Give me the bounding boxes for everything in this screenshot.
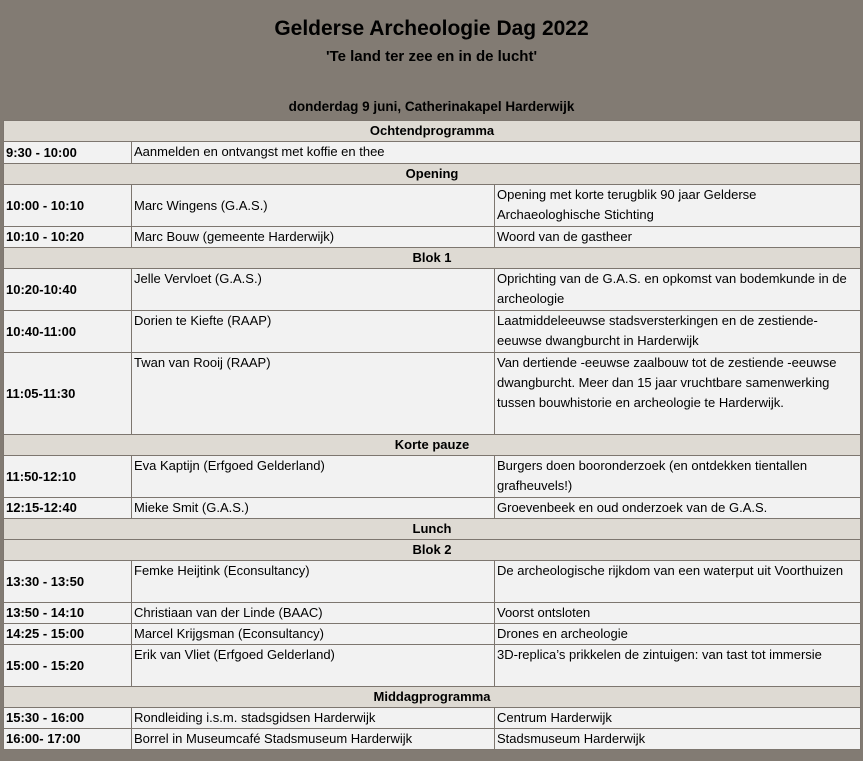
speaker-cell: Eva Kaptijn (Erfgoed Gelderland): [132, 456, 495, 498]
topic-cell: Voorst ontsloten: [495, 603, 861, 624]
speaker-cell: Marc Wingens (G.A.S.): [132, 185, 495, 227]
table-row: [4, 708, 861, 729]
section-header: Blok 1: [4, 248, 861, 269]
section-header: Ochtendprogramma: [4, 121, 861, 142]
section-row: [4, 687, 861, 708]
time-cell: 13:50 - 14:10: [4, 603, 132, 624]
table-row: [4, 624, 861, 645]
table-row: [4, 269, 861, 311]
time-cell: 16:00- 17:00: [4, 729, 132, 750]
speaker-cell: Erik van Vliet (Erfgoed Gelderland): [132, 645, 495, 687]
section-header: Blok 2: [4, 540, 861, 561]
speaker-cell: Dorien te Kiefte (RAAP): [132, 311, 495, 353]
topic-cell: Stadsmuseum Harderwijk: [495, 729, 861, 750]
time-cell: 15:00 - 15:20: [4, 645, 132, 687]
time-cell: 15:30 - 16:00: [4, 708, 132, 729]
topic-cell: Burgers doen booronderzoek (en ontdekken tientallen grafheuvels!): [495, 456, 861, 498]
time-cell: 10:10 - 10:20: [4, 227, 132, 248]
speaker-cell: Rondleiding i.s.m. stadsgidsen Harderwijk: [132, 708, 495, 729]
section-header: Middagprogramma: [4, 687, 861, 708]
table-row: [4, 311, 861, 353]
speaker-cell: Borrel in Museumcafé Stadsmuseum Harderwijk: [132, 729, 495, 750]
section-row: [4, 540, 861, 561]
speaker-cell: Femke Heijtink (Econsultancy): [132, 561, 495, 603]
section-header: Korte pauze: [4, 435, 861, 456]
time-cell: 11:50-12:10: [4, 456, 132, 498]
time-cell: 9:30 - 10:00: [4, 142, 132, 164]
topic-cell: 3D-replica’s prikkelen de zintuigen: van tast tot immersie: [495, 645, 861, 687]
section-header: Lunch: [4, 519, 861, 540]
section-row: [4, 435, 861, 456]
topic-cell: Laatmiddeleeuwse stadsversterkingen en de zestiende-eeuwse dwangburcht in Harderwijk: [495, 311, 861, 353]
time-cell: 10:00 - 10:10: [4, 185, 132, 227]
table-row: [4, 353, 861, 435]
topic-cell: Oprichting van de G.A.S. en opkomst van bodemkunde in de archeologie: [495, 269, 861, 311]
time-cell: 10:40-11:00: [4, 311, 132, 353]
topic-cell: Groevenbeek en oud onderzoek van de G.A.S.: [495, 498, 861, 519]
topic-cell: Van dertiende -eeuwse zaalbouw tot de zestiende -eeuwse dwangburcht. Meer dan 15 jaar vruchtbare samenwerking tussen bouwhistorie en archeologie te Harderwijk.: [495, 353, 861, 435]
speaker-cell: Christiaan van der Linde (BAAC): [132, 603, 495, 624]
section-header: Opening: [4, 164, 861, 185]
table-row: [4, 227, 861, 248]
table-row: [4, 645, 861, 687]
table-row: [4, 185, 861, 227]
table-row: [4, 456, 861, 498]
topic-cell: Opening met korte terugblik 90 jaar Gelderse Archaeologhische Stichting: [495, 185, 861, 227]
activity-cell: Aanmelden en ontvangst met koffie en thee: [132, 142, 861, 164]
speaker-cell: Jelle Vervloet (G.A.S.): [132, 269, 495, 311]
speaker-cell: Marcel Krijgsman (Econsultancy): [132, 624, 495, 645]
page-title: Gelderse Archeologie Dag 2022: [274, 17, 589, 40]
section-row: [4, 121, 861, 142]
event-dateline: donderdag 9 juni, Catherinakapel Harderwijk: [288, 99, 575, 114]
topic-cell: Woord van de gastheer: [495, 227, 861, 248]
section-row: [4, 519, 861, 540]
table-row: [4, 498, 861, 519]
table-row: [4, 561, 861, 603]
time-cell: 11:05-11:30: [4, 353, 132, 435]
speaker-cell: Mieke Smit (G.A.S.): [132, 498, 495, 519]
schedule-table: [3, 120, 861, 750]
time-cell: 14:25 - 15:00: [4, 624, 132, 645]
table-row: [4, 603, 861, 624]
topic-cell: Centrum Harderwijk: [495, 708, 861, 729]
speaker-cell: Marc Bouw (gemeente Harderwijk): [132, 227, 495, 248]
time-cell: 10:20-10:40: [4, 269, 132, 311]
time-cell: 13:30 - 13:50: [4, 561, 132, 603]
table-row: [4, 142, 861, 164]
table-row: [4, 729, 861, 750]
topic-cell: De archeologische rijkdom van een waterput uit Voorthuizen: [495, 561, 861, 603]
section-row: [4, 248, 861, 269]
speaker-cell: Twan van Rooij (RAAP): [132, 353, 495, 435]
topic-cell: Drones en archeologie: [495, 624, 861, 645]
page-subtitle: 'Te land ter zee en in de lucht': [325, 48, 538, 65]
time-cell: 12:15-12:40: [4, 498, 132, 519]
section-row: [4, 164, 861, 185]
